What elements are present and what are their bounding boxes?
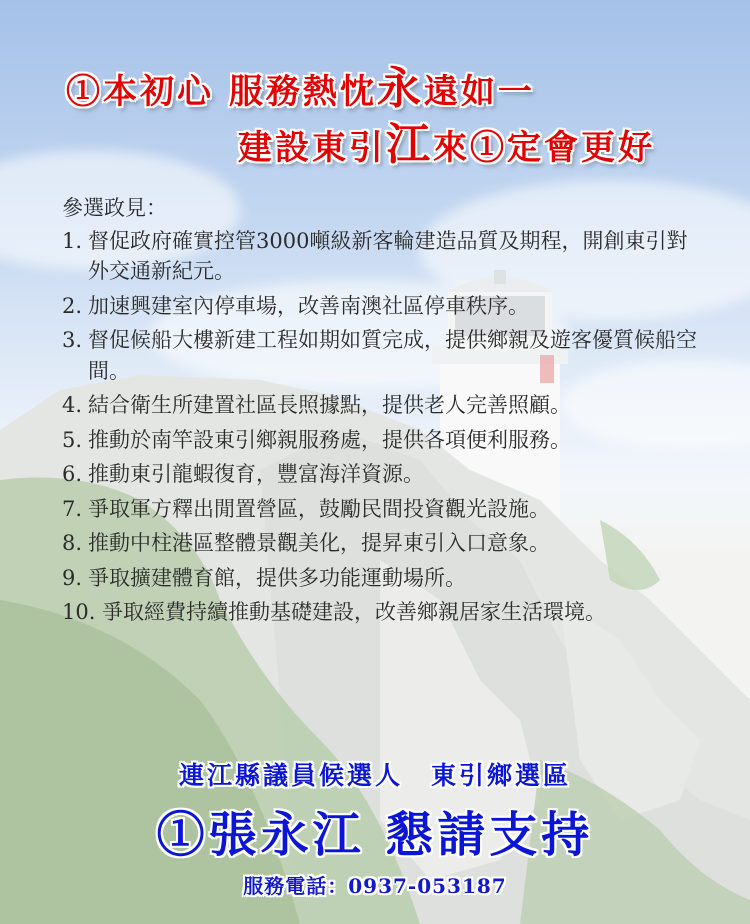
platform-item-number: 2. [62, 293, 83, 318]
slogan-line-2-part-b: 來①定會更好 [433, 128, 655, 168]
platform-item-text: 督促候船大樓新建工程如期如質完成，提供鄉親及遊客優質候船空間。 [88, 328, 697, 383]
slogan-line-2-part-a: 建設東引 [238, 128, 386, 168]
platform-item-number: 7. [62, 496, 83, 521]
platform-item-text: 督促政府確實控管3000噸級新客輪建造品質及期程，開創東引對外交通新紀元。 [88, 228, 688, 283]
platform-item [62, 390, 702, 421]
platform-item-number: 10. [62, 600, 96, 624]
slogan-line-1 [0, 52, 750, 116]
platform-item [62, 325, 702, 386]
platform-item-number: 3. [62, 328, 83, 352]
platform-item [62, 291, 702, 322]
platform-section [62, 193, 702, 632]
platform-item-number: 1. [62, 228, 83, 253]
platform-item-text: 爭取擴建體育館，提供多功能運動場所。 [88, 565, 466, 590]
platform-list [62, 226, 702, 628]
slogan-line-1-emphasis: 永 [376, 63, 424, 114]
platform-item-number: 4. [62, 393, 83, 417]
slogan-line-2-emphasis: 江 [386, 119, 433, 170]
platform-item [62, 597, 702, 628]
platform-item-text: 推動東引龍蝦復育，豐富海洋資源。 [88, 462, 424, 486]
slogan-line-1-part-a: ①本初心 服務熱忱 [66, 72, 377, 112]
platform-item [62, 459, 702, 490]
platform-item [62, 425, 702, 456]
candidate-title: 連江縣議員候選人 東引鄉選區 [178, 761, 571, 790]
platform-item-number: 6. [62, 462, 83, 486]
platform-item [62, 563, 702, 594]
platform-item [62, 226, 702, 287]
platform-item-text: 推動於南竿設東引鄉親服務處，提供各項便利服務。 [88, 427, 571, 452]
candidate-name: ①張永江 懇請支持 [156, 807, 594, 863]
platform-item [62, 528, 702, 559]
platform-item-number: 5. [62, 427, 83, 452]
platform-item-number: 8. [62, 531, 83, 555]
platform-item-text: 加速興建室內停車場，改善南澳社區停車秩序。 [88, 293, 529, 318]
platform-item-text: 推動中柱港區整體景觀美化，提昇東引入口意象。 [88, 531, 550, 555]
service-phone: 服務電話：0937-053187 [243, 874, 507, 898]
platform-heading: 參選政見： [62, 196, 167, 220]
slogan-line-2 [0, 108, 750, 172]
platform-item [62, 494, 702, 525]
platform-item-text: 爭取經費持續推動基礎建設，改善鄉親居家生活環境。 [102, 600, 606, 624]
platform-item-number: 9. [62, 565, 83, 590]
platform-item-text: 爭取軍方釋出閒置營區，鼓勵民間投資觀光設施。 [88, 496, 550, 521]
platform-item-text: 結合衛生所建置社區長照據點，提供老人完善照顧。 [88, 393, 571, 417]
slogan-line-1-part-b: 遠如一 [423, 72, 535, 112]
